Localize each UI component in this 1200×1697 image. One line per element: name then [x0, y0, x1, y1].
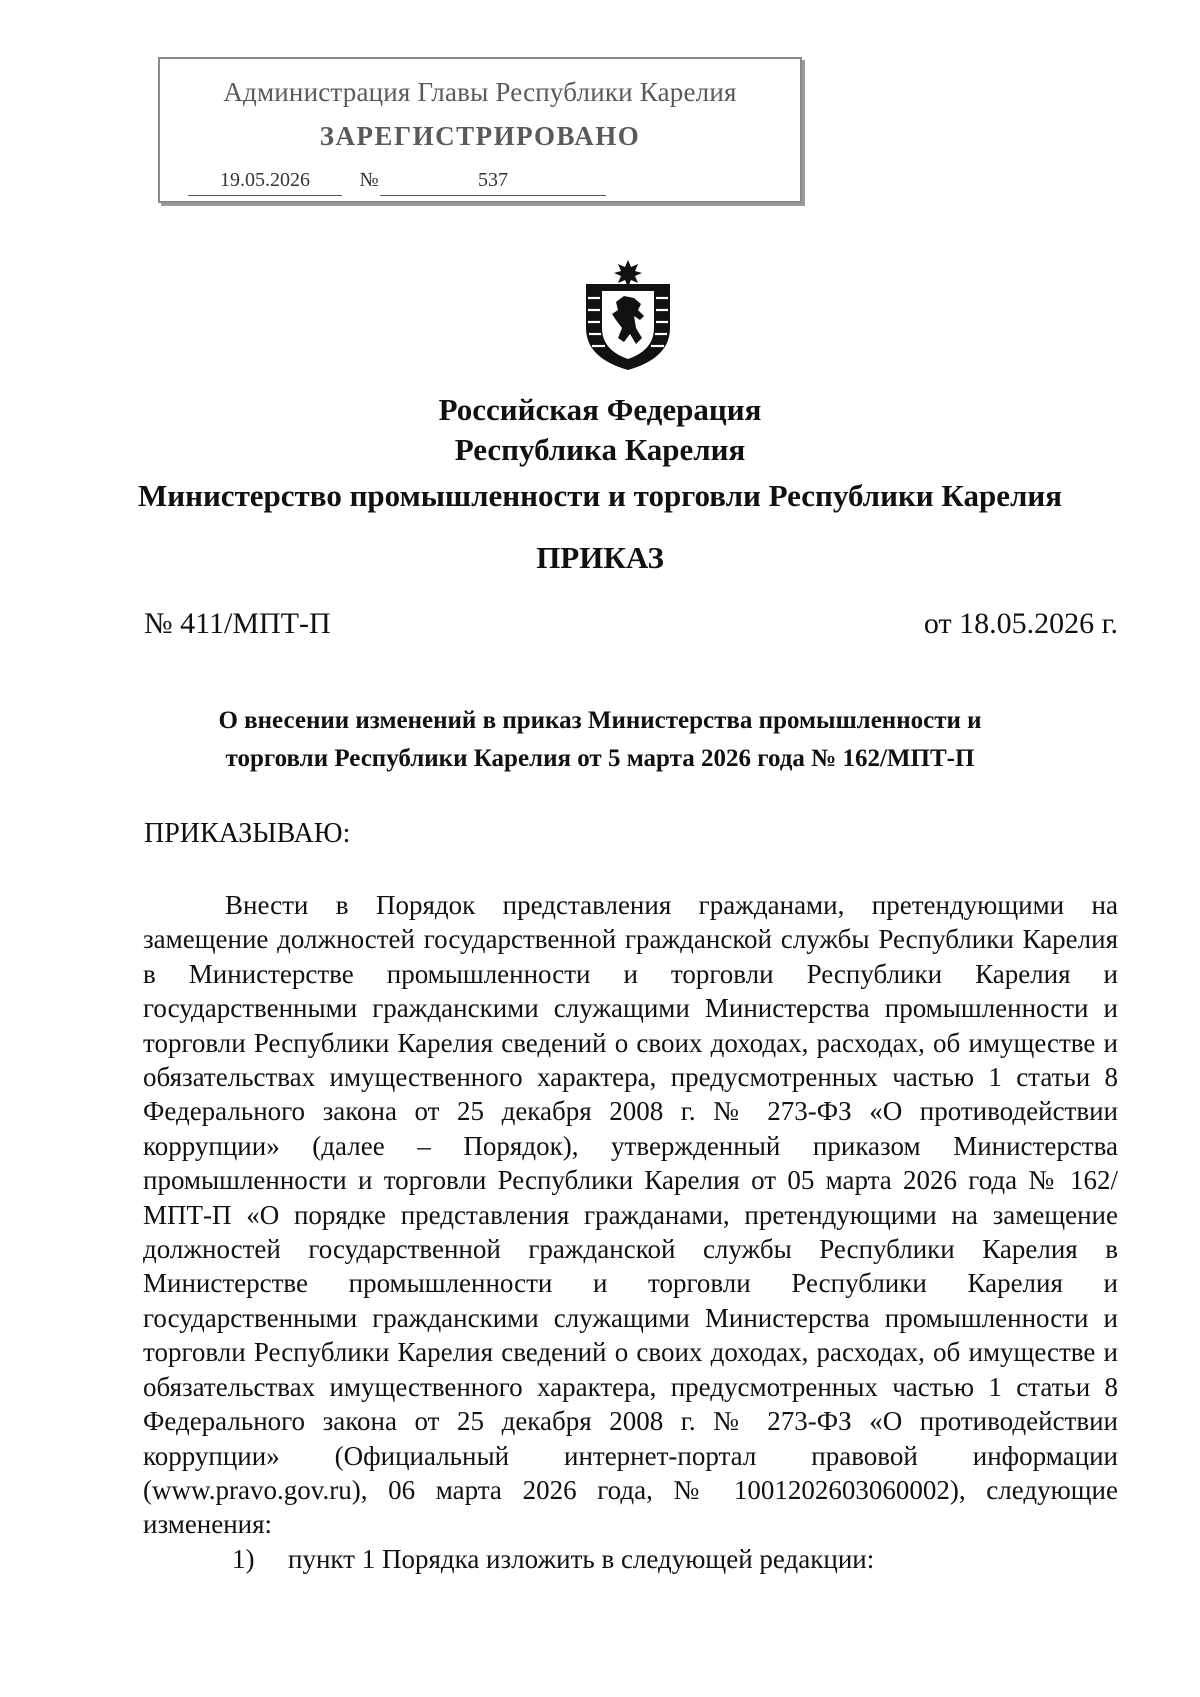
karelia-coat-of-arms-icon — [578, 258, 678, 372]
list-item-number: 1) — [232, 1544, 255, 1574]
document-type: ПРИКАЗ — [536, 540, 664, 575]
republic-title: Республика Карелия — [454, 432, 746, 467]
subject-line-2: торговли Республики Карелия от 5 марта 2026 года № 162/МПТ-П — [225, 745, 975, 772]
subject-line-1: О внесении изменений в приказ Министерства промышленности и — [218, 707, 982, 734]
stamp-status: ЗАРЕГИСТРИРОВАНО — [319, 121, 641, 151]
order-date: от 18.05.2026 г. — [923, 607, 1118, 640]
ministry-title: Министерство промышленности и торговли Республики Карелия — [137, 478, 1063, 513]
stamp-organization: Администрация Главы Республики Карелия — [223, 77, 737, 107]
list-item — [232, 1544, 874, 1575]
stamp-number-sign: № — [359, 169, 379, 191]
stamp-date: 19.05.2026 — [188, 167, 342, 196]
order-number: № 411/МПТ-П — [144, 607, 331, 640]
registration-stamp — [158, 57, 802, 203]
body-paragraph: Внести в Порядок представления гражданами, претендующими на замещение должностей государственной гражданской службы Республики Карелия в Министерстве промышленности и торговли Республики Карелия и государственными гражданскими служащими Министерства промышленности и торговли Республики Карелия сведений о своих доходах, расходах, об имуществе и обязательствах имущественного характера, предусмотренных частью 1 статьи 8 Федерального закона от 25 декабря 2008 г. № 273-ФЗ «О противодействии коррупции» (далее – Порядок), утвержденный приказом Министерства промышленности и торговли Республики Карелия от 05 марта 2026 года № 162/МПТ-П «О порядке представления гражданами, претендующими на замещение должностей государственной гражданской службы Республики Карелия в Министерстве промышленности и торговли Республики Карелия и государственными гражданскими служащими Министерства промышленности и торговли Республики Карелия сведений о своих доходах, расходах, об имуществе и обязательствах имущественного характера, предусмотренных частью 1 статьи 8 Федерального закона от 25 декабря 2008 г. № 273-ФЗ «О противодействии коррупции» (Официальный интернет-портал правовой информации (www.pravo.gov.ru), 06 марта 2026 года, № 1001202603060002), следующие изменения: — [143, 890, 1118, 1540]
country-title: Российская Федерация — [438, 392, 762, 427]
list-item-text: пункт 1 Порядка изложить в следующей редакции: — [288, 1544, 875, 1574]
command-word: ПРИКАЗЫВАЮ: — [144, 818, 351, 849]
stamp-number: 537 — [380, 167, 606, 196]
